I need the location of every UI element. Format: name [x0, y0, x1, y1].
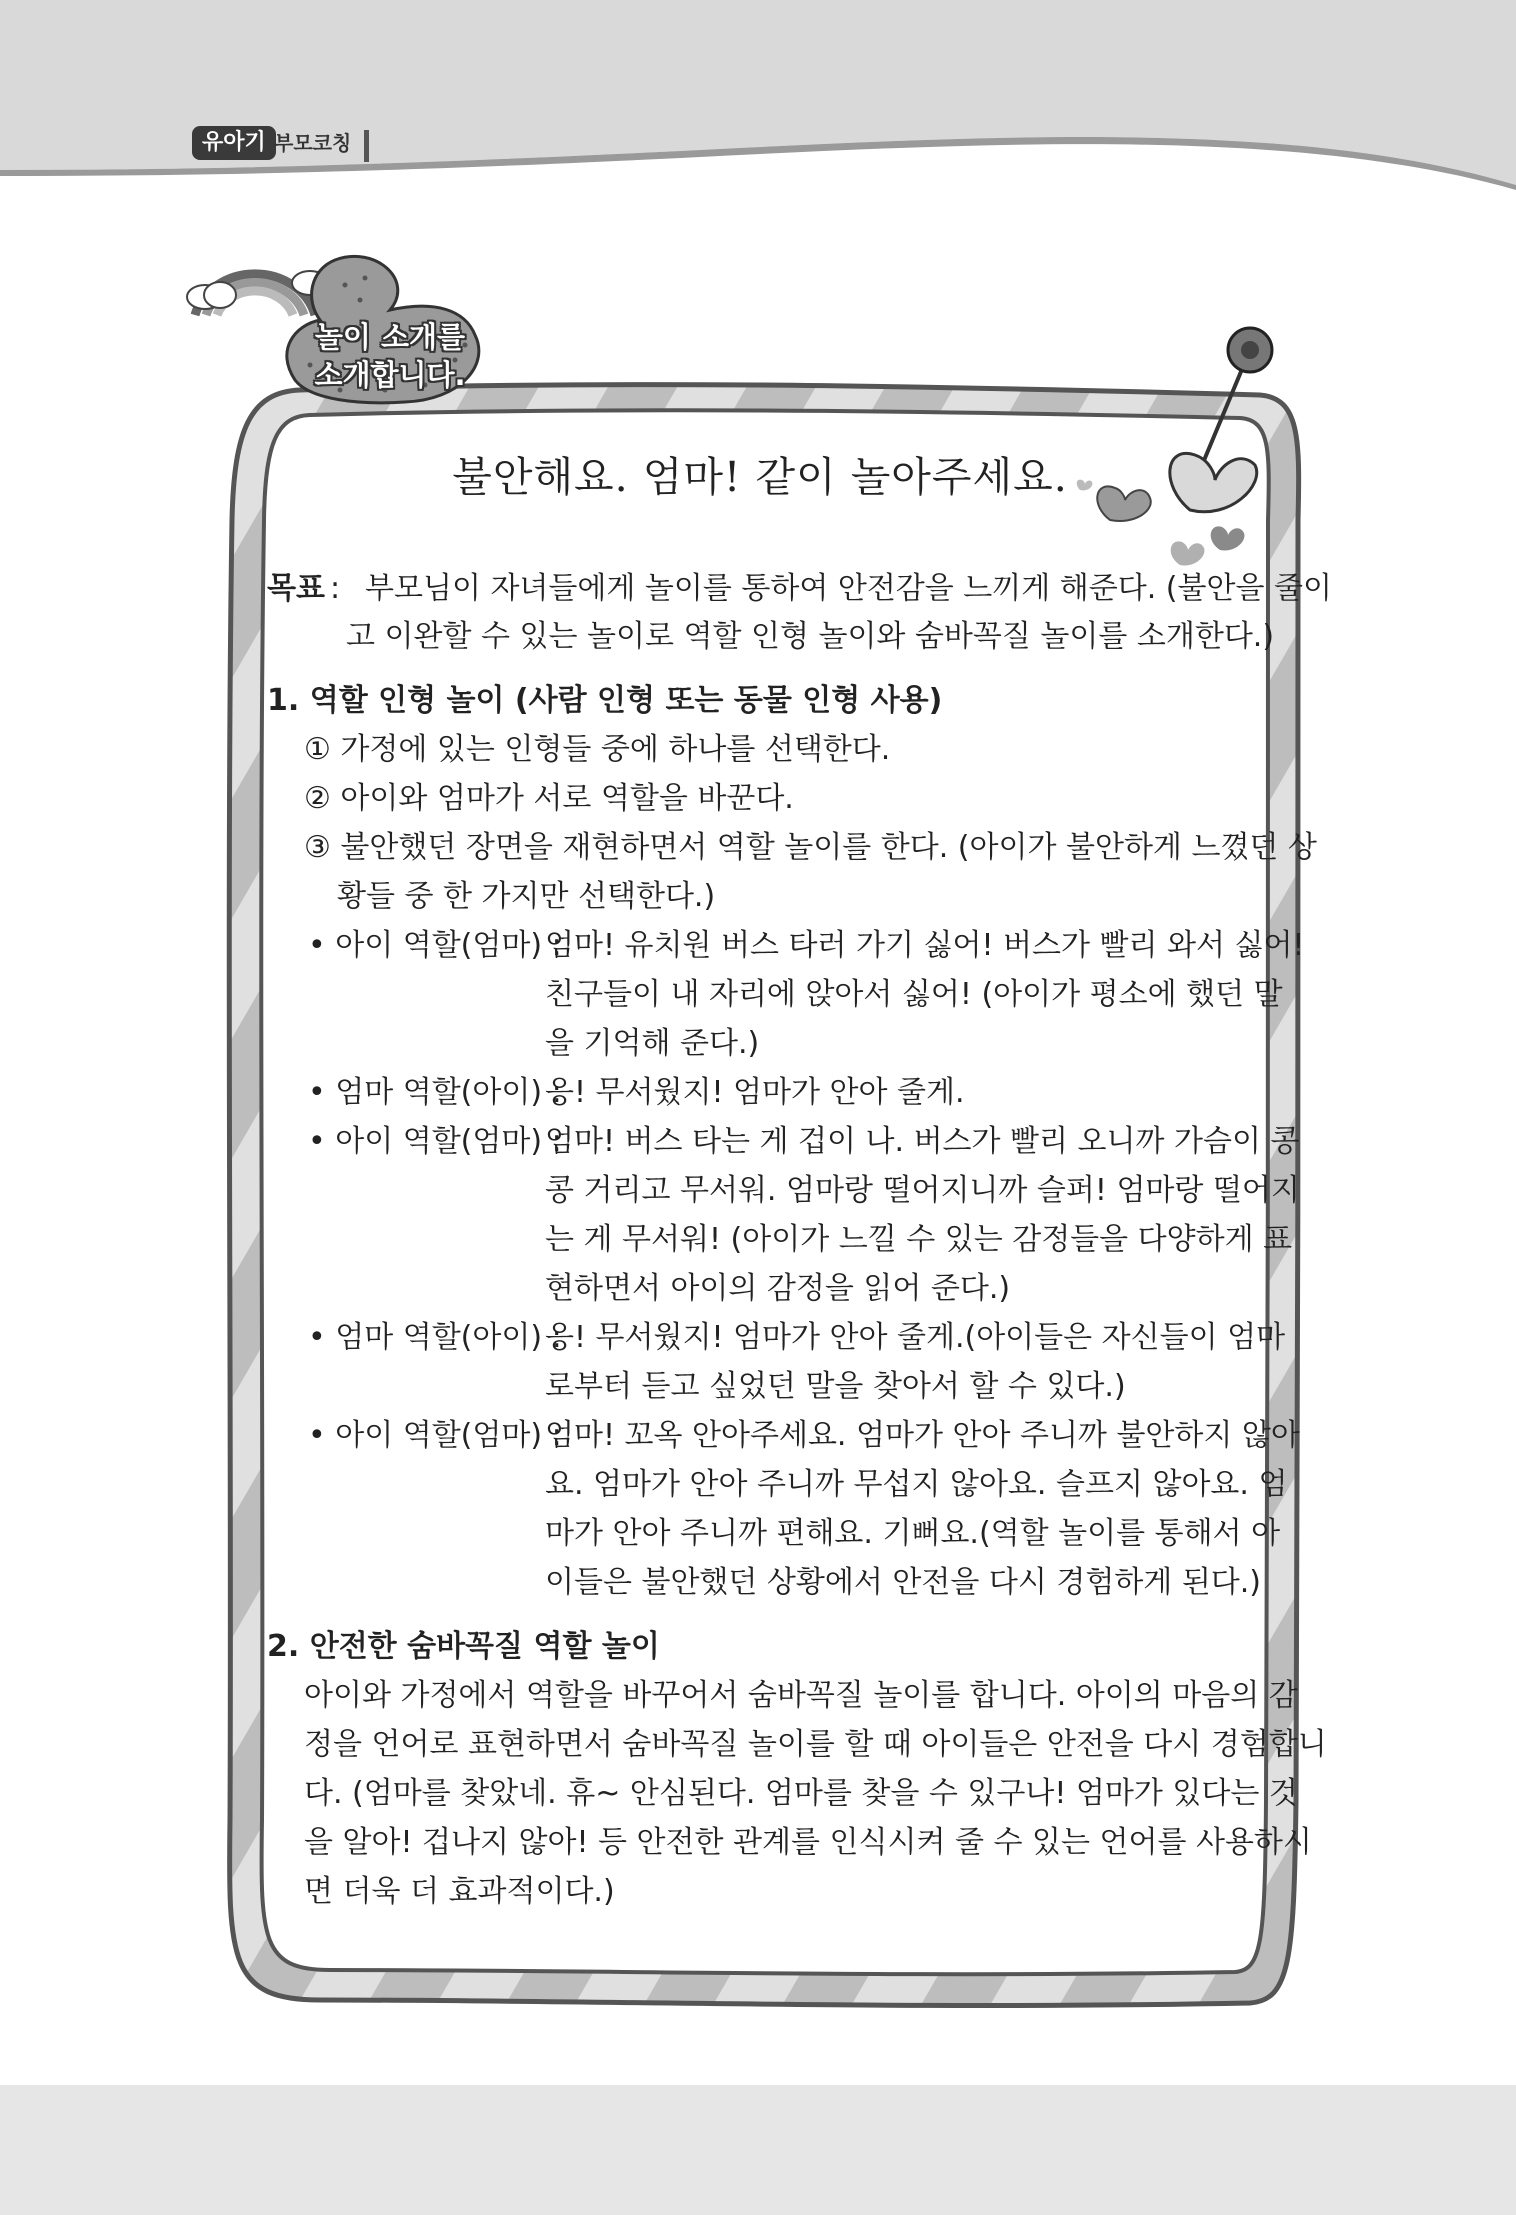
- dialogue-role: • 엄마 역할(아이) :: [308, 1075, 562, 1110]
- dialogue-line: 응! 무서웠지! 엄마가 안아 줄게.(아이들은 자신들이 엄마: [545, 1320, 1286, 1355]
- dialogue-line: 엄마! 꼬옥 안아주세요. 엄마가 안아 주니까 불안하지 않아: [545, 1418, 1300, 1453]
- step-3-continued: 황들 중 한 가지만 선택한다.): [337, 879, 716, 914]
- section2-line: 을 알아! 겁나지 않아! 등 안전한 관계를 인식시켜 줄 수 있는 언어를 사용하시: [304, 1825, 1312, 1860]
- bubble-caption: [290, 318, 490, 394]
- section2-line: 면 더욱 더 효과적이다.): [304, 1874, 615, 1909]
- dialogue-line: 친구들이 내 자리에 앉아서 싫어! (아이가 평소에 했던 말: [545, 977, 1283, 1012]
- dialogue-role: • 엄마 역할(아이) :: [308, 1320, 562, 1355]
- step-3: ③ 불안했던 장면을 재현하면서 역할 놀이를 한다. (아이가 불안하게 느꼈던 상: [304, 830, 1317, 865]
- dialogue-line: 는 게 무서워! (아이가 느낄 수 있는 감정들을 다양하게 표: [545, 1222, 1293, 1257]
- dialogue-line: 현하면서 아이의 감정을 읽어 준다.): [545, 1271, 1011, 1306]
- dialogue-line: 로부터 듣고 싶었던 말을 찾아서 할 수 있다.): [545, 1369, 1126, 1404]
- dialogue-line: 콩 거리고 무서워. 엄마랑 떨어지니까 슬퍼! 엄마랑 떨어지: [545, 1173, 1300, 1208]
- section2-line: 아이와 가정에서 역할을 바꾸어서 숨바꼭질 놀이를 합니다. 아이의 마음의 감: [304, 1678, 1298, 1713]
- dialogue-line: 요. 엄마가 안아 주니까 무섭지 않아요. 슬프지 않아요. 엄: [545, 1467, 1288, 1502]
- dialogue-line: 엄마! 유치원 버스 타러 가기 싫어! 버스가 빨리 와서 싫어!: [545, 928, 1305, 963]
- section-tag: 유아기: [192, 126, 276, 160]
- section2-line: 다. (엄마를 찾았네. 휴~ 안심된다. 엄마를 찾을 수 있구나! 엄마가 있다는 것: [304, 1776, 1298, 1811]
- dialogue-line: 을 기억해 준다.): [545, 1026, 760, 1061]
- step-1: ① 가정에 있는 인형들 중에 하나를 선택한다.: [304, 732, 891, 767]
- dialogue-line: 이들은 불안했던 상황에서 안전을 다시 경험하게 된다.): [545, 1565, 1262, 1600]
- section2-line: 정을 언어로 표현하면서 숨바꼭질 놀이를 할 때 아이들은 안전을 다시 경험합니: [304, 1727, 1327, 1762]
- section1-heading: 1. 역할 인형 놀이 (사람 인형 또는 동물 인형 사용): [267, 683, 943, 718]
- bubble-line-2: 소개합니다.: [314, 358, 466, 392]
- bubble-line-1: 놀이 소개를: [314, 320, 466, 354]
- dialogue-line: 엄마! 버스 타는 게 겁이 나. 버스가 빨리 오니까 가슴이 콩: [545, 1124, 1300, 1159]
- goal-line-2: 고 이완할 수 있는 놀이로 역할 인형 놀이와 숨바꼭질 놀이를 소개한다.): [346, 619, 1275, 654]
- section2-heading: 2. 안전한 숨바꼭질 역할 놀이: [267, 1629, 660, 1664]
- dialogue-line: 응! 무서웠지! 엄마가 안아 줄게.: [545, 1075, 965, 1110]
- goal-line-1: 부모님이 자녀들에게 놀이를 통하여 안전감을 느끼게 해준다. (불안을 줄이: [365, 571, 1332, 606]
- dialogue-line: 마가 안아 주니까 편해요. 기뻐요.(역할 놀이를 통해서 아: [545, 1516, 1281, 1551]
- goal-colon: :: [330, 571, 341, 606]
- dialogue-role: • 아이 역할(엄마) :: [308, 1418, 562, 1453]
- dialogue-role: • 아이 역할(엄마) :: [308, 1124, 562, 1159]
- goal-label: 목표: [267, 571, 325, 606]
- section-subtag: 부모코칭: [274, 131, 352, 155]
- dialogue-role: • 아이 역할(엄마) :: [308, 928, 562, 963]
- step-2: ② 아이와 엄마가 서로 역할을 바꾼다.: [304, 781, 794, 816]
- page-title: 불안해요. 엄마! 같이 놀아주세요.: [452, 453, 1068, 501]
